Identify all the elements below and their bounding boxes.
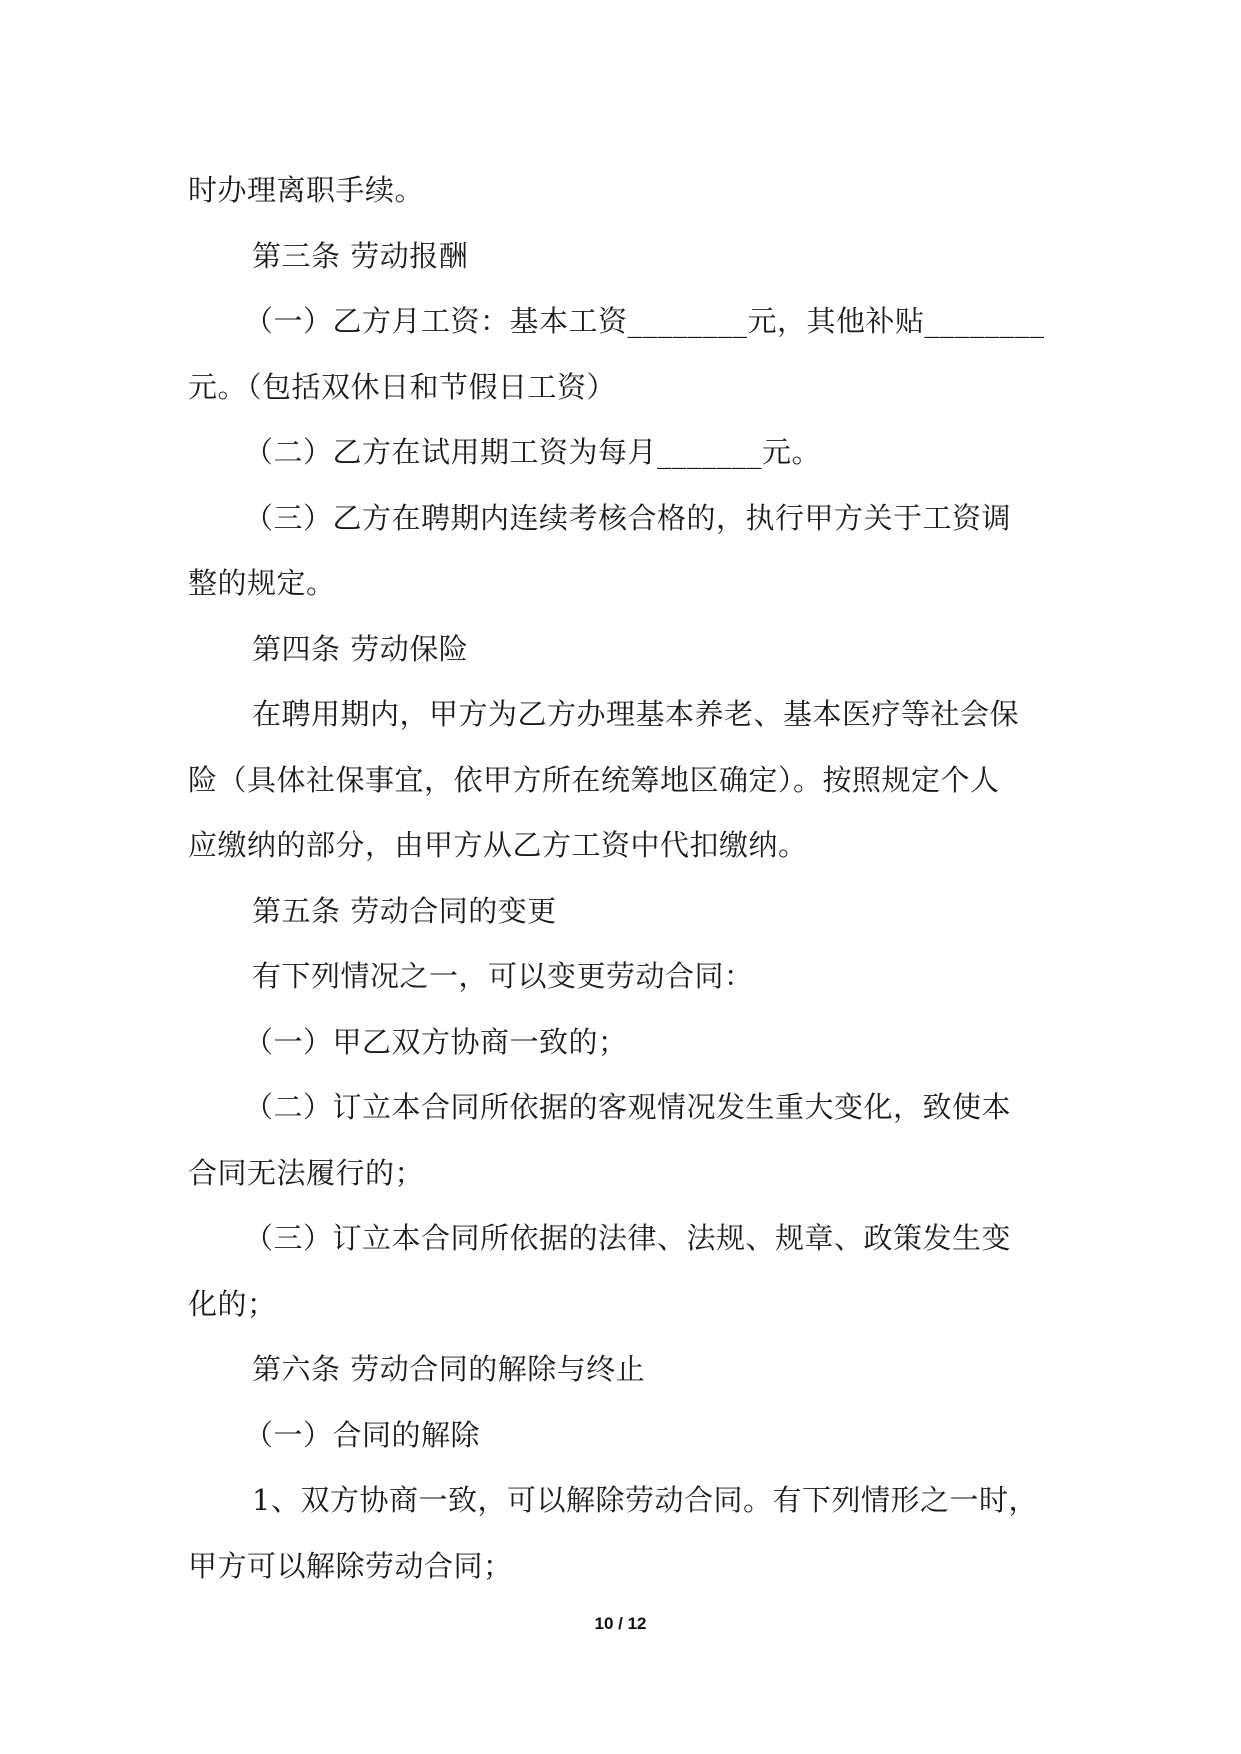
- text-line: 时办理离职手续。: [188, 173, 425, 207]
- text-line: （一）乙方月工资：基本工资________元，其他补贴________: [244, 304, 1045, 338]
- text-line: （三）乙方在聘期内连续考核合格的，执行甲方关于工资调: [244, 500, 1012, 535]
- text-line: 甲方可以解除劳动合同；: [188, 1548, 513, 1583]
- document-body: [188, 158, 1058, 1599]
- text-line: （三）订立本合同所依据的法律、法规、规章、政策发生变: [244, 1221, 1012, 1255]
- section-heading-4: 第四条 劳动保险: [252, 631, 469, 666]
- section-heading-6: 第六条 劳动合同的解除与终止: [252, 1352, 646, 1386]
- text-line: 合同无法履行的；: [188, 1155, 425, 1190]
- section-heading-3: 第三条 劳动报酬: [252, 238, 469, 273]
- text-line: （一）甲乙双方协商一致的；: [244, 1024, 628, 1059]
- text-line: 应缴纳的部分，由甲方从乙方工资中代扣缴纳。: [188, 828, 808, 862]
- text-line: （一）合同的解除: [244, 1417, 481, 1452]
- section-heading-5: 第五条 劳动合同的变更: [252, 893, 557, 928]
- text-line: 1、双方协商一致，可以解除劳动合同。有下列情形之一时，: [252, 1483, 1038, 1517]
- text-line: 险（具体社保事宜，依甲方所在统筹地区确定）。按照规定个人: [188, 762, 1000, 797]
- text-line: （二）乙方在试用期工资为每月_______元。: [244, 435, 822, 469]
- page-number: 10 / 12: [594, 1614, 647, 1633]
- text-line: 有下列情况之一，可以变更劳动合同：: [252, 959, 754, 993]
- text-line: （二）订立本合同所依据的客观情况发生重大变化，致使本: [244, 1090, 1012, 1124]
- text-line: 在聘用期内，甲方为乙方办理基本养老、基本医疗等社会保: [252, 697, 1020, 731]
- text-line: 元。（包括双休日和节假日工资）: [188, 369, 617, 404]
- text-line: 化的；: [188, 1286, 277, 1321]
- text-line: 整的规定。: [188, 566, 336, 600]
